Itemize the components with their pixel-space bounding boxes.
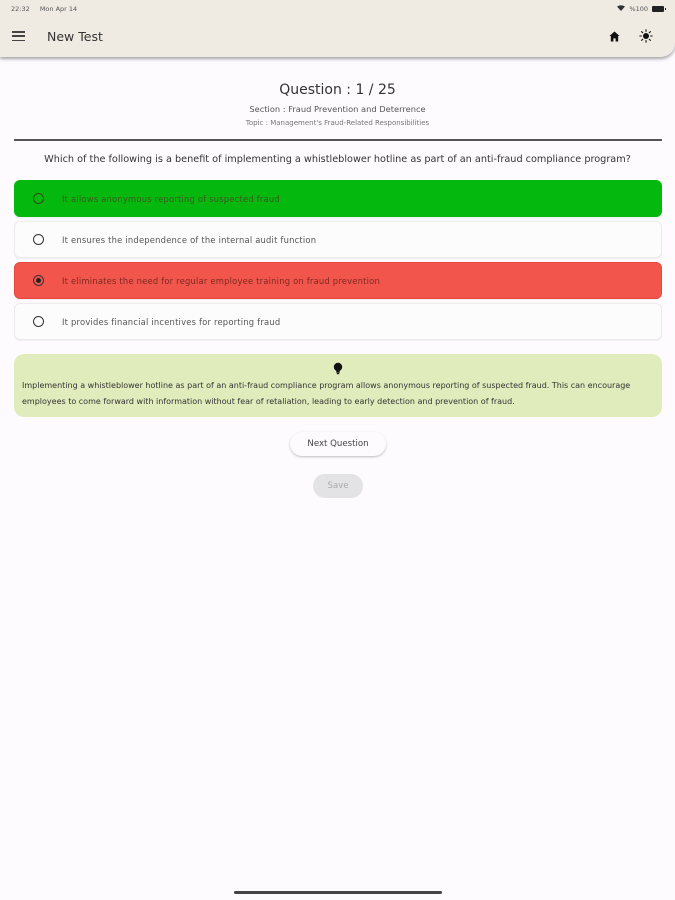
section-label: Section : Fraud Prevention and Deterrence — [249, 104, 426, 114]
answer-option-3[interactable] — [14, 262, 662, 299]
answer-options — [14, 180, 662, 344]
wifi-icon — [617, 5, 625, 13]
status-date: Mon Apr 14 — [39, 4, 78, 13]
topic-label: Topic : Management's Fraud-Related Responsibilities — [245, 119, 430, 127]
save-button[interactable]: Save — [313, 474, 363, 498]
brightness-icon[interactable] — [639, 29, 653, 43]
status-bar — [0, 0, 675, 17]
next-question-button[interactable]: Next Question — [290, 432, 386, 456]
answer-option-label: It ensures the independence of the internal audit function — [62, 234, 317, 245]
app-bar — [0, 17, 675, 55]
radio-button-icon[interactable] — [33, 234, 44, 245]
battery-percent: %100 — [629, 4, 648, 13]
radio-button-selected-icon[interactable] — [33, 275, 44, 286]
top-bar — [0, 0, 675, 57]
answer-option-1[interactable] — [14, 180, 662, 217]
home-indicator[interactable] — [234, 891, 442, 894]
battery-icon — [652, 6, 664, 12]
menu-icon[interactable] — [12, 31, 25, 41]
header-divider — [14, 139, 662, 141]
question-total: / 25 — [364, 82, 396, 98]
lightbulb-icon — [333, 361, 343, 375]
question-text: Which of the following is a benefit of implementing a whistleblower hotline as part of an anti-fraud compliance program? — [44, 154, 631, 165]
answer-option-2[interactable] — [14, 221, 662, 258]
answer-option-4[interactable] — [14, 303, 662, 340]
question-counter — [0, 82, 675, 98]
explanation-text: Implementing a whistleblower hotline as part of an anti-fraud compliance program allows anonymous reporting of suspected fraud. This can encourage employees to come forward with information without fear of retaliation, leading to early detection and prevention of fraud. — [22, 381, 631, 406]
explanation-panel — [14, 354, 662, 417]
answer-option-label: It eliminates the need for regular employee training on fraud prevention — [62, 275, 380, 286]
answer-option-label: It provides financial incentives for reporting fraud — [62, 316, 281, 327]
home-icon[interactable] — [607, 29, 621, 43]
radio-button-icon[interactable] — [33, 193, 44, 204]
answer-option-label: It allows anonymous reporting of suspected fraud — [62, 193, 280, 204]
question-counter-label: Question : — [279, 82, 356, 98]
app-title: New Test — [47, 28, 103, 44]
status-time: 22:32 — [11, 4, 30, 13]
question-header — [0, 82, 675, 127]
question-current: 1 — [355, 82, 365, 98]
radio-button-icon[interactable] — [33, 316, 44, 327]
